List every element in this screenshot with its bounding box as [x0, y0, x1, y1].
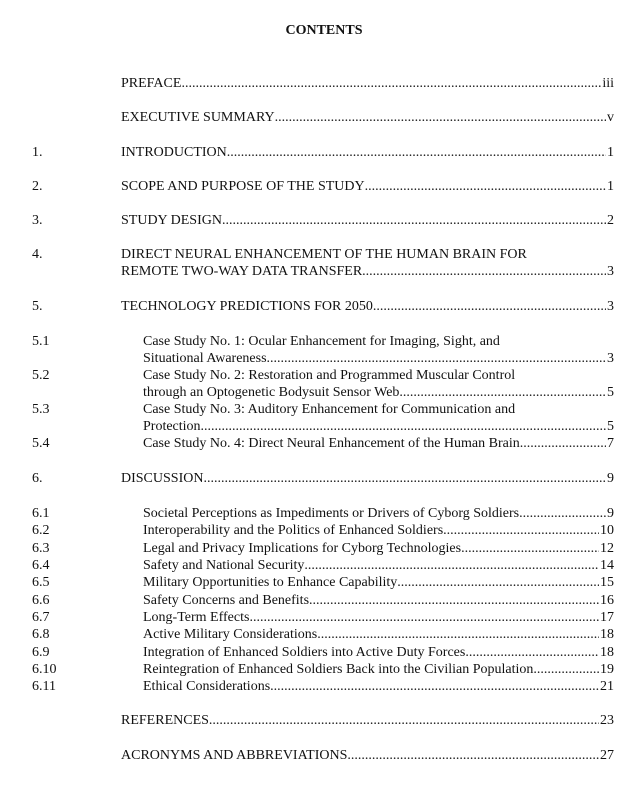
toc-entry-title: Ethical Considerations	[143, 679, 271, 694]
toc-entry-number: 6.7	[32, 610, 50, 625]
dot-leader	[362, 263, 606, 280]
toc-entry-title: Legal and Privacy Implications for Cyborg Technologies	[143, 541, 462, 556]
toc-page-number: 9	[607, 471, 614, 486]
toc-entry[interactable]	[143, 678, 614, 695]
dot-leader	[365, 178, 606, 195]
dot-leader	[181, 75, 601, 92]
toc-entry-title: Situational Awareness	[143, 351, 267, 366]
toc-page-number: 3	[607, 264, 614, 279]
toc-page-number: iii	[602, 76, 614, 91]
dot-leader	[397, 574, 599, 591]
toc-entry-title: REMOTE TWO-WAY DATA TRANSFER	[121, 264, 363, 279]
toc-entry-title: Societal Perceptions as Impediments or Drivers of Cyborg Soldiers	[143, 506, 520, 521]
toc-entry-number: 6.6	[32, 593, 50, 608]
toc-page-number: 5	[607, 419, 614, 434]
toc-entry-number: 5.1	[32, 334, 50, 349]
dot-leader	[304, 557, 599, 574]
dot-leader	[399, 384, 606, 401]
dot-leader	[373, 298, 606, 315]
toc-entry[interactable]	[143, 522, 614, 539]
dot-leader	[317, 626, 599, 643]
dot-leader	[270, 678, 599, 695]
dot-leader	[203, 470, 606, 487]
toc-entry[interactable]	[121, 712, 614, 729]
toc-entry-title: STUDY DESIGN	[121, 213, 222, 228]
toc-entry-title: Military Opportunities to Enhance Capability	[143, 575, 398, 590]
dot-leader	[520, 435, 606, 452]
toc-entry-title: REFERENCES	[121, 713, 209, 728]
toc-page-number: 19	[600, 662, 614, 677]
dot-leader	[201, 418, 606, 435]
toc-page-number: 5	[607, 385, 614, 400]
toc-entry-number: 6.8	[32, 627, 50, 642]
toc-entry[interactable]	[143, 661, 614, 678]
toc-entry[interactable]	[121, 75, 614, 92]
toc-page-number: 14	[600, 558, 614, 573]
dot-leader	[533, 661, 599, 678]
toc-entry-number: 6.10	[32, 662, 57, 677]
dot-leader	[222, 212, 606, 229]
toc-entry-title: PREFACE	[121, 76, 182, 91]
toc-entry[interactable]	[121, 212, 614, 229]
dot-leader	[309, 592, 599, 609]
toc-page-number: 16	[600, 593, 614, 608]
toc-entry[interactable]	[143, 574, 614, 591]
toc-entry-number: 6.2	[32, 523, 50, 538]
toc-entry[interactable]	[143, 644, 614, 661]
toc-entry-number: 6.5	[32, 575, 50, 590]
toc-entry[interactable]	[143, 557, 614, 574]
toc-page-number: 1	[607, 179, 614, 194]
toc-entry-number: 3.	[32, 213, 43, 228]
toc-entry-title: Integration of Enhanced Soldiers into Active Duty Forces	[143, 645, 466, 660]
toc-page-number: v	[607, 110, 614, 125]
toc-entry-title: Active Military Considerations	[143, 627, 318, 642]
toc-entry-number: 6.4	[32, 558, 50, 573]
toc-page-number: 18	[600, 645, 614, 660]
toc-entry-title: Protection	[143, 419, 201, 434]
toc-entry[interactable]	[143, 626, 614, 643]
page-title: CONTENTS	[285, 23, 363, 38]
toc-entry-title-line: Case Study No. 3: Auditory Enhancement for Communication and	[143, 402, 516, 417]
toc-entry-title: through an Optogenetic Bodysuit Sensor Web	[143, 385, 400, 400]
toc-entry[interactable]	[121, 246, 614, 280]
toc-entry-number: 6.9	[32, 645, 50, 660]
toc-entry[interactable]	[143, 333, 614, 367]
toc-entry-number: 5.4	[32, 436, 50, 451]
toc-page-number: 18	[600, 627, 614, 642]
toc-entry-title: Long-Term Effects	[143, 610, 250, 625]
toc-page-number: 9	[607, 506, 614, 521]
toc-entry[interactable]	[143, 435, 614, 452]
toc-page-number: 3	[607, 299, 614, 314]
dot-leader	[443, 522, 599, 539]
toc-entry[interactable]	[143, 609, 614, 626]
toc-page-number: 15	[600, 575, 614, 590]
toc-page-number: 10	[600, 523, 614, 538]
toc-page-number: 1	[607, 145, 614, 160]
dot-leader	[461, 540, 599, 557]
dot-leader	[465, 644, 599, 661]
toc-page-number: 27	[600, 748, 614, 763]
toc-entry-title: INTRODUCTION	[121, 145, 227, 160]
toc-entry-number: 2.	[32, 179, 43, 194]
toc-entry[interactable]	[143, 505, 614, 522]
toc-entry[interactable]	[121, 298, 614, 315]
dot-leader	[209, 712, 599, 729]
toc-entry-number: 6.11	[32, 679, 56, 694]
toc-entry[interactable]	[143, 592, 614, 609]
toc-entry[interactable]	[121, 109, 614, 126]
toc-entry-number: 6.	[32, 471, 43, 486]
toc-entry-number: 6.3	[32, 541, 50, 556]
toc-entry[interactable]	[121, 144, 614, 161]
toc-page-number: 21	[600, 679, 614, 694]
toc-entry[interactable]	[121, 178, 614, 195]
toc-entry-title-line: DIRECT NEURAL ENHANCEMENT OF THE HUMAN BRAIN FOR	[121, 247, 527, 262]
toc-entry-title: Safety Concerns and Benefits	[143, 593, 310, 608]
toc-entry-title: ACRONYMS AND ABBREVIATIONS	[121, 748, 348, 763]
toc-entry-title-line: Case Study No. 1: Ocular Enhancement for Imaging, Sight, and	[143, 334, 500, 349]
toc-entry-number: 6.1	[32, 506, 50, 521]
toc-page-number: 23	[600, 713, 614, 728]
dot-leader	[267, 350, 606, 367]
toc-entry-number: 4.	[32, 247, 43, 262]
dot-leader	[519, 505, 606, 522]
toc-entry-title: Reintegration of Enhanced Soldiers Back into the Civilian Population	[143, 662, 534, 677]
toc-entry[interactable]	[121, 470, 614, 487]
toc-page-number: 7	[607, 436, 614, 451]
toc-entry-title: Safety and National Security	[143, 558, 305, 573]
toc-page-number: 12	[600, 541, 614, 556]
toc-entry-title: Case Study No. 4: Direct Neural Enhancement of the Human Brain	[143, 436, 520, 451]
dot-leader	[227, 144, 606, 161]
toc-entry[interactable]	[143, 540, 614, 557]
toc-entry-title: SCOPE AND PURPOSE OF THE STUDY	[121, 179, 365, 194]
toc-entry-title: EXECUTIVE SUMMARY	[121, 110, 275, 125]
dot-leader	[275, 109, 606, 126]
toc-entry-title: DISCUSSION	[121, 471, 204, 486]
toc-entry-number: 1.	[32, 145, 43, 160]
toc-entry-number: 5.3	[32, 402, 50, 417]
dot-leader	[249, 609, 599, 626]
toc-entry[interactable]	[143, 401, 614, 435]
toc-entry-title: TECHNOLOGY PREDICTIONS FOR 2050	[121, 299, 373, 314]
toc-entry-number: 5.2	[32, 368, 50, 383]
toc-entry[interactable]	[121, 747, 614, 764]
dot-leader	[347, 747, 599, 764]
toc-page-number: 2	[607, 213, 614, 228]
toc-entry[interactable]	[143, 367, 614, 401]
toc-entry-title: Interoperability and the Politics of Enhanced Soldiers	[143, 523, 444, 538]
toc-entry-title-line: Case Study No. 2: Restoration and Programmed Muscular Control	[143, 368, 516, 383]
toc-page-number: 3	[607, 351, 614, 366]
toc-entry-number: 5.	[32, 299, 43, 314]
toc-page-number: 17	[600, 610, 614, 625]
